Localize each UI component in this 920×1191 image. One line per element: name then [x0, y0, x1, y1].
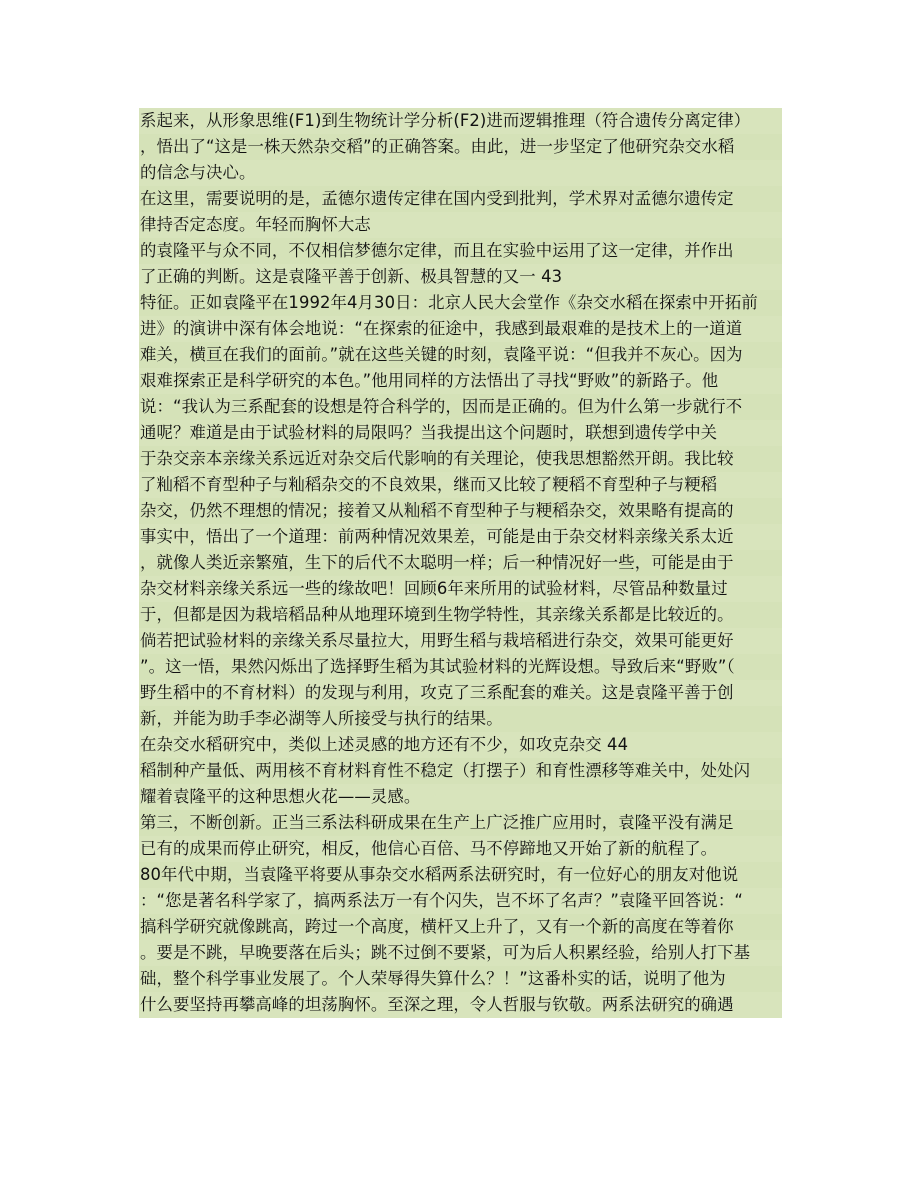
text-line: 。要是不跳，早晚要落在后头；跳不过倒不要紧，可为后人积累经验，给别人打下基	[139, 940, 782, 966]
text-line: 础，整个科学事业发展了。个人荣辱得失算什么？！”这番朴实的话，说明了他为	[139, 966, 782, 992]
text-line: 搞科学研究就像跳高，跨过一个高度，横杆又上升了，又有一个新的高度在等着你	[139, 914, 782, 940]
text-line: 于杂交亲本亲缘关系远近对杂交后代影响的有关理论，使我思想豁然开朗。我比较	[139, 446, 782, 472]
text-line: 的袁隆平与众不同，不仅相信梦德尔定律，而且在实验中运用了这一定律，并作出	[139, 238, 782, 264]
text-line: 系起来，从形象思维(F1)到生物统计学分析(F2)进而逻辑推理（符合遗传分离定律）	[139, 108, 782, 134]
text-line: 于，但都是因为栽培稻品种从地理环境到生物学特性，其亲缘关系都是比较近的。	[139, 602, 782, 628]
text-line: ，悟出了“这是一株天然杂交稻”的正确答案。由此，进一步坚定了他研究杂交水稻	[139, 134, 782, 160]
text-line: 什么要坚持再攀高峰的坦荡胸怀。至深之理，令人哲服与钦敬。两系法研究的确遇	[139, 992, 782, 1018]
text-line: 80年代中期，当袁隆平将要从事杂交水稻两系法研究时，有一位好心的朋友对他说	[139, 862, 782, 888]
text-line: ，就像人类近亲繁殖，生下的后代不太聪明一样；后一种情况好一些，可能是由于	[139, 550, 782, 576]
text-line: 说：“我认为三系配套的设想是符合科学的，因而是正确的。但为什么第一步就行不	[139, 394, 782, 420]
text-line: 新，并能为助手李必湖等人所接受与执行的结果。	[139, 706, 782, 732]
text-line: 了正确的判断。这是袁隆平善于创新、极具智慧的又一 43	[139, 264, 782, 290]
text-line: 难关，横亘在我们的面前。”就在这些关键的时刻，袁隆平说：“但我并不灰心。因为	[139, 342, 782, 368]
text-line: 事实中，悟出了一个道理：前两种情况效果差，可能是由于杂交材料亲缘关系太近	[139, 524, 782, 550]
text-line: 已有的成果而停止研究，相反，他信心百倍、马不停蹄地又开始了新的航程了。	[139, 836, 782, 862]
text-line: 了籼稻不育型种子与籼稻杂交的不良效果，继而又比较了粳稻不育型种子与粳稻	[139, 472, 782, 498]
document-text-block	[139, 108, 782, 1018]
text-line: 耀着袁隆平的这种思想火花——灵感。	[139, 784, 782, 810]
text-line: 杂交，仍然不理想的情况；接着又从籼稻不育型种子与粳稻杂交，效果略有提高的	[139, 498, 782, 524]
text-line: 艰难探索正是科学研究的本色。”他用同样的方法悟出了寻找“野败”的新路子。他	[139, 368, 782, 394]
text-line: 在这里，需要说明的是，孟德尔遗传定律在国内受到批判，学术界对孟德尔遗传定	[139, 186, 782, 212]
text-line: 倘若把试验材料的亲缘关系尽量拉大，用野生稻与栽培稻进行杂交，效果可能更好	[139, 628, 782, 654]
text-line: ”。这一悟，果然闪烁出了选择野生稻为其试验材料的光辉设想。导致后来“野败”（	[139, 654, 782, 680]
text-line: 杂交材料亲缘关系远一些的缘故吧！回顾6年来所用的试验材料，尽管品种数量过	[139, 576, 782, 602]
text-line: 特征。正如袁隆平在1992年4月30日：北京人民大会堂作《杂交水稻在探索中开拓前	[139, 290, 782, 316]
text-line: 律持否定态度。年轻而胸怀大志	[139, 212, 782, 238]
text-line: 第三，不断创新。正当三系法科研成果在生产上广泛推广应用时，袁隆平没有满足	[139, 810, 782, 836]
text-line: 通呢？难道是由于试验材料的局限吗？当我提出这个问题时，联想到遗传学中关	[139, 420, 782, 446]
text-line: 的信念与决心。	[139, 160, 782, 186]
text-line: ：“您是著名科学家了，搞两系法万一有个闪失，岂不坏了名声？”袁隆平回答说：“	[139, 888, 782, 914]
text-line: 进》的演讲中深有体会地说：“在探索的征途中，我感到最艰难的是技术上的一道道	[139, 316, 782, 342]
text-line: 野生稻中的不育材料）的发现与利用，攻克了三系配套的难关。这是袁隆平善于创	[139, 680, 782, 706]
text-line: 在杂交水稻研究中，类似上述灵感的地方还有不少，如攻克杂交 44	[139, 732, 782, 758]
text-line: 稻制种产量低、两用核不育材料育性不稳定（打摆子）和育性漂移等难关中，处处闪	[139, 758, 782, 784]
